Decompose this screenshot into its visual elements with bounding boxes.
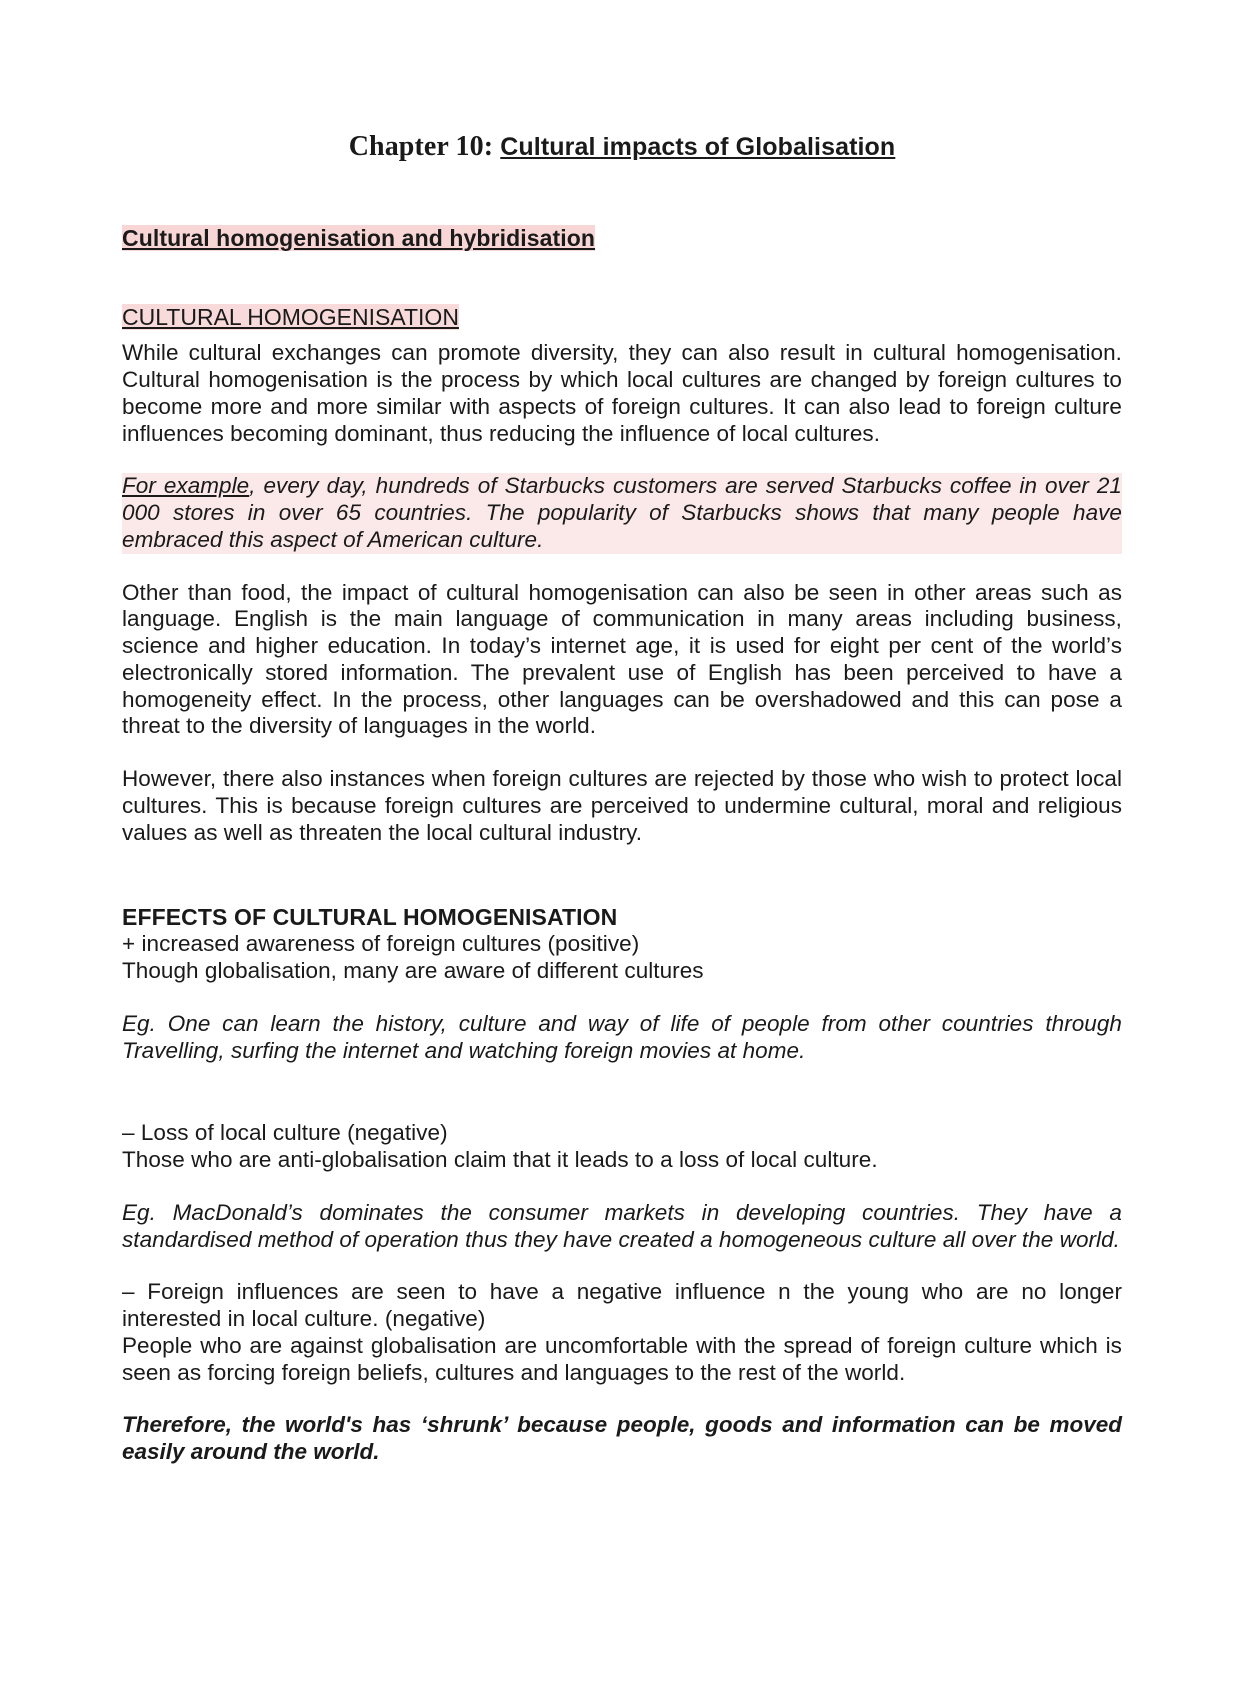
paragraph-definition: While cultural exchanges can promote diversity, they can also result in cultural homogenisation. Cultural homogenisation is the process by which local cultures are changed by foreign cultures to become more and more similar with aspects of foreign cultures. It can also lead to foreign culture influences becoming dominant, thus reducing the influence of local cultures.	[122, 340, 1122, 446]
effect-negative-detail: Those who are anti-globalisation claim that it leads to a loss of local culture.	[122, 1147, 878, 1173]
effect-negative-example: Eg. MacDonald’s dominates the consumer markets in developing countries. They have a standardised method of operation thus they have created a homogeneous culture all over the world.	[122, 1199, 1122, 1252]
spacer	[122, 255, 1122, 301]
section-heading: Cultural homogenisation and hybridisation	[122, 224, 596, 251]
paragraph-rejection: However, there also instances when foreign cultures are rejected by those who wish to protect local cultures. This is because foreign cultures are perceived to undermine cultural, moral and religious values as well as threaten the local cultural industry.	[122, 766, 1122, 845]
example-lead-in: For example	[122, 473, 250, 499]
conclusion-statement: Therefore, the world's has ‘shrunk’ because people, goods and information can be moved easily around the world.	[122, 1412, 1122, 1465]
effect-positive-detail: Though globalisation, many are aware of different cultures	[122, 958, 704, 984]
page-title-prefix: Chapter 10:	[348, 131, 501, 162]
page-title-main: Cultural impacts of Globalisation	[500, 133, 896, 161]
effect-positive-point: + increased awareness of foreign cultures (positive)	[122, 931, 640, 957]
paragraph-starbucks-example	[122, 473, 1122, 553]
effect-positive-example: Eg. One can learn the history, culture and way of life of people from other countries through Travelling, surfing the internet and watching foreign movies at home.	[122, 1010, 1122, 1063]
section-heading-wrapper	[122, 222, 1122, 255]
subheading-wrapper-homogenisation	[122, 301, 1122, 334]
spacer	[122, 873, 1122, 903]
page-title	[122, 130, 1122, 164]
example-body: , every day, hundreds of Starbucks customers are served Starbucks coffee in over 21 000 stores in over 65 countries. The popularity of Starbucks shows that many people have embraced this aspect of American culture.	[122, 473, 1122, 552]
effect-negative-point-2: – Foreign influences are seen to have a negative influence n the young who are no longer interested in local culture. (negative)	[122, 1279, 1122, 1332]
paragraph-language: Other than food, the impact of cultural homogenisation can also be seen in other areas such as language. English is the main language of communication in many areas including business, science and higher education. In today’s internet age, it is used for eight per cent of the world’s electronically stored information. The prevalent use of English has been perceived to have a homogeneity effect. In the process, other languages can be overshadowed and this can pose a threat to the diversity of languages in the world.	[122, 579, 1122, 739]
effect-negative-point: – Loss of local culture (negative)	[122, 1120, 448, 1146]
spacer	[122, 1090, 1122, 1120]
effect-negative-detail-2: People who are against globalisation are uncomfortable with the spread of foreign culture which is seen as forcing foreign beliefs, cultures and languages to the rest of the world.	[122, 1332, 1122, 1385]
sub-heading-cultural-homogenisation: CULTURAL HOMOGENISATION	[122, 303, 459, 330]
heading-effects: EFFECTS OF CULTURAL HOMOGENISATION	[122, 903, 618, 930]
